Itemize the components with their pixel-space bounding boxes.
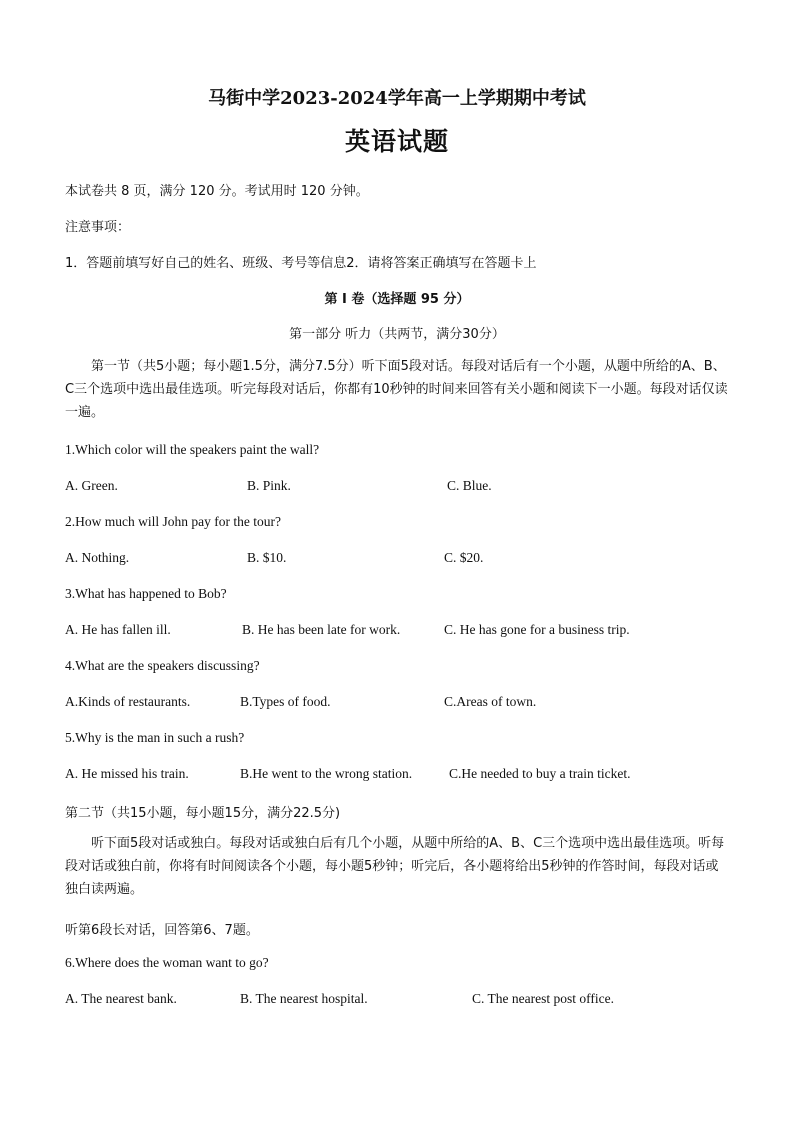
section1-instructions: 第一节（共5小题；每小题1.5分，满分7.5分）听下面5段对话。每段对话后有一个小题，从题中所给的A、B、C三个选项中选出最佳选项。听完每段对话后，你都有10秒钟的时间来回答有关小题和阅读下一小题。每段对话仅读一遍。 <box>65 359 728 420</box>
question-stem: 6.Where does the woman want to go? <box>65 955 269 970</box>
school-title: 马街中学2023-2024学年高一上学期期中考试 <box>208 88 586 109</box>
option-b: B. The nearest hospital. <box>240 991 368 1006</box>
section2-title: 第二节（共15小题，每小题15分，满分22.5分) <box>65 806 341 821</box>
section2-instructions: 听下面5段对话或独白。每段对话或独白后有几个小题，从题中所给的A、B、C三个选项中选出最佳选项。听每段对话或独白前，你将有时间阅读各个小题，每小题5秒钟；听完后，各小题将给出5秒钟的作答时间，每段对话或独白读两遍。 <box>65 836 725 897</box>
option-a: A. He has fallen ill. <box>65 622 171 637</box>
option-c: C. Blue. <box>447 478 492 493</box>
question-stem: 3.What has happened to Bob? <box>65 586 227 601</box>
option-c: C.He needed to buy a train ticket. <box>449 766 631 781</box>
option-a: A. Nothing. <box>65 550 130 565</box>
part1-title: 第一部分 听力（共两节，满分30分） <box>289 327 505 342</box>
option-b: B.He went to the wrong station. <box>240 766 413 781</box>
option-b: B. Pink. <box>247 478 291 493</box>
dialog6-heading: 听第6段长对话，回答第6、7题。 <box>65 923 259 938</box>
question-stem: 5.Why is the man in such a rush? <box>65 730 245 745</box>
exam-info: 本试卷共 8 页，满分 120 分。考试用时 120 分钟。 <box>65 184 369 199</box>
notes-label: 注意事项： <box>65 220 131 235</box>
subject-title: 英语试题 <box>344 127 449 156</box>
question-stem: 1.Which color will the speakers paint the wall? <box>65 442 320 457</box>
volume-title: 第 I 卷（选择题 95 分） <box>324 292 470 307</box>
option-b: B. He has been late for work. <box>242 622 401 637</box>
option-c: C. $20. <box>444 550 484 565</box>
option-a: A.Kinds of restaurants. <box>65 694 191 709</box>
option-c: C.Areas of town. <box>444 694 537 709</box>
option-a: A. Green. <box>65 478 118 493</box>
option-b: B.Types of food. <box>240 694 331 709</box>
notes-text: 1．答题前填写好自己的姓名、班级、考号等信息2．请将答案正确填写在答题卡上 <box>65 256 537 271</box>
option-b: B. $10. <box>247 550 287 565</box>
option-a: A. The nearest bank. <box>65 991 177 1006</box>
question-stem: 4.What are the speakers discussing? <box>65 658 260 673</box>
option-a: A. He missed his train. <box>65 766 189 781</box>
question-stem: 2.How much will John pay for the tour? <box>65 514 281 529</box>
option-c: C. The nearest post office. <box>472 991 614 1006</box>
option-c: C. He has gone for a business trip. <box>444 622 630 637</box>
